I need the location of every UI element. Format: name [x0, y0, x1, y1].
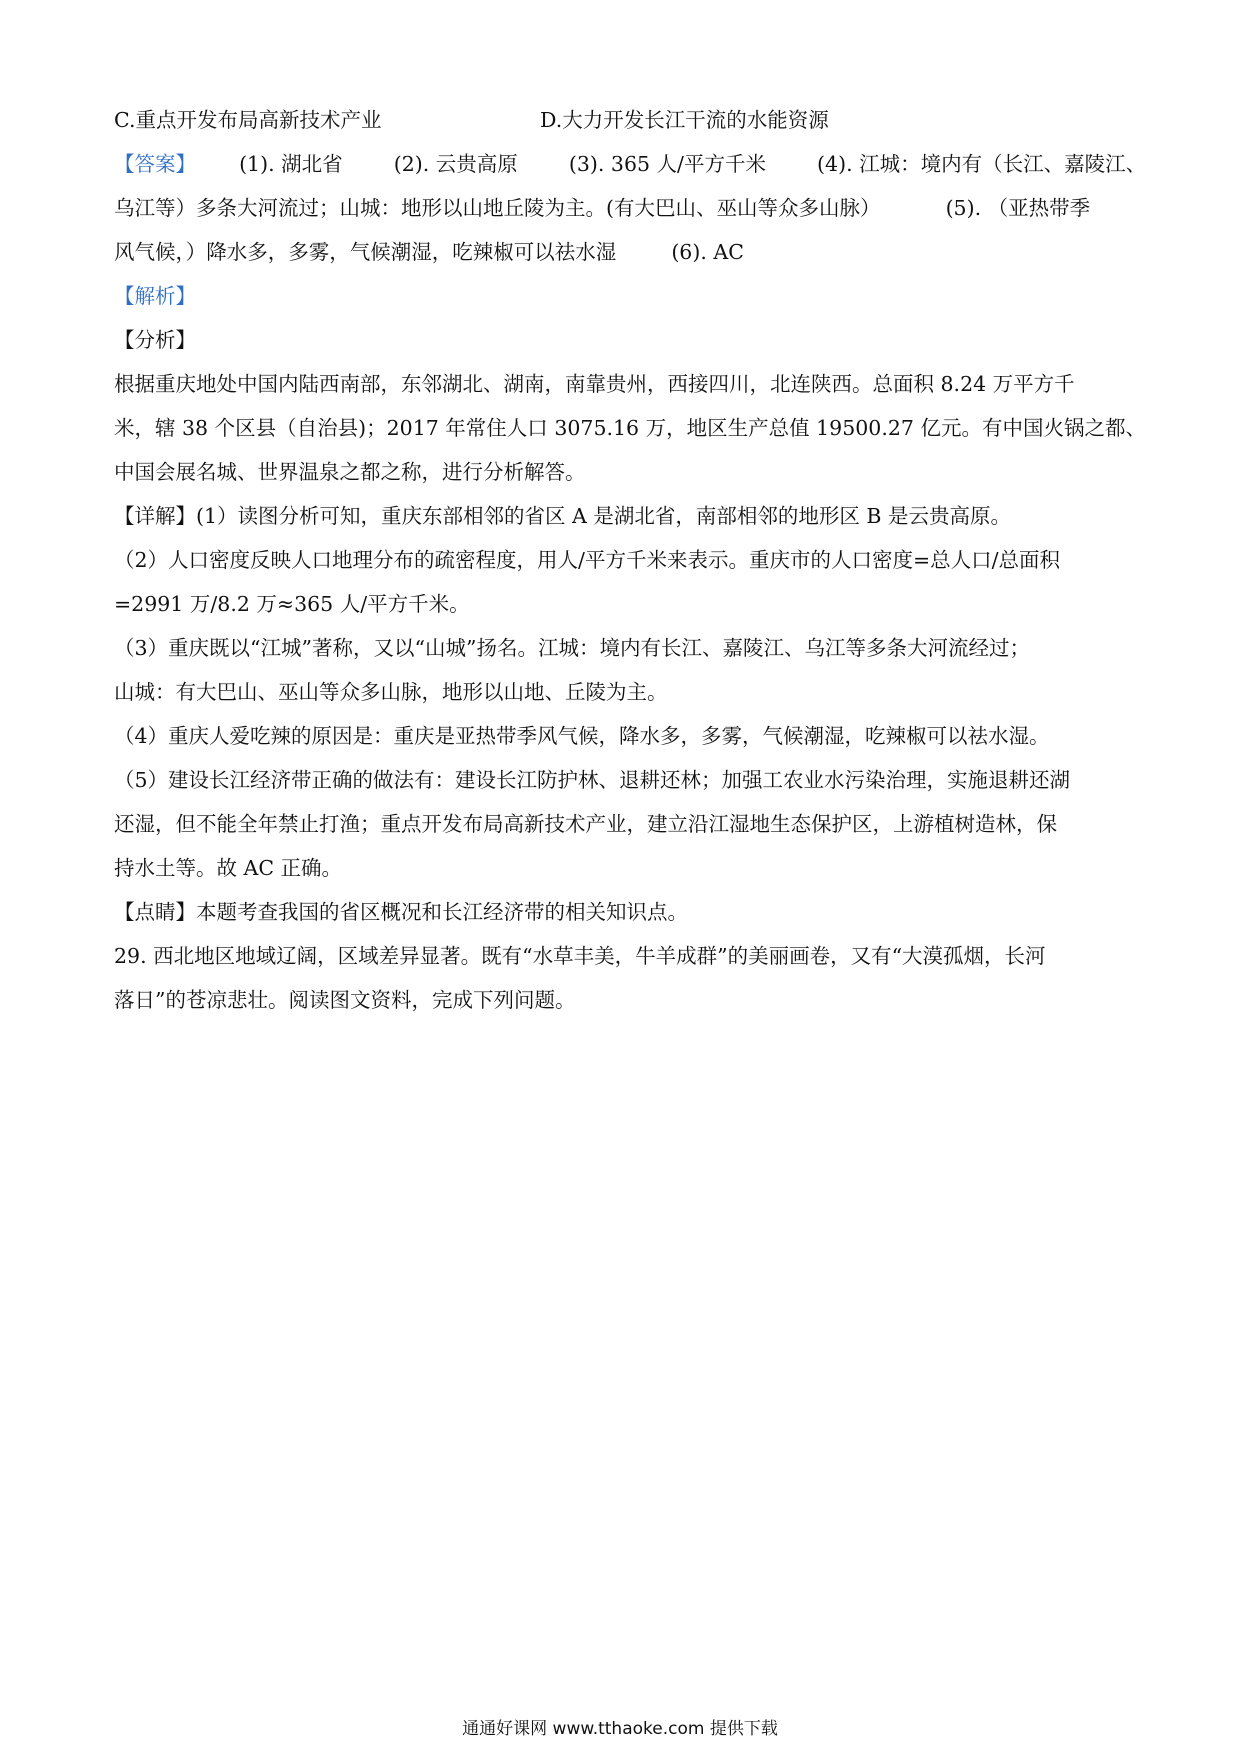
answer-line-2: [114, 194, 1134, 222]
option-d: D.大力开发长江干流的水能资源: [540, 108, 829, 132]
answer-line-2-text: 乌江等）多条大河流过；山城：地形以山地丘陵为主。(有大巴山、巫山等众多山脉）: [114, 196, 881, 220]
key-point-line: 【点睛】本题考查我国的省区概况和长江经济带的相关知识点。: [114, 900, 688, 924]
analysis-line: 中国会展名城、世界温泉之都之称，进行分析解答。: [114, 460, 586, 484]
detail-line: 持水土等。故 AC 正确。: [114, 856, 343, 880]
detail-line: （3）重庆既以“江城”著称，又以“山城”扬名。江城：境内有长江、嘉陵江、乌江等多条大河流经过；: [114, 636, 1030, 660]
analysis-sub-tag: 【分析】: [114, 328, 196, 352]
detail-line: 还湿，但不能全年禁止打渔；重点开发布局高新技术产业，建立沿江湿地生态保护区，上游植树造林，保: [114, 812, 1057, 836]
answer-item-2: (2). 云贵高原: [393, 152, 518, 176]
detail-line: 【详解】(1）读图分析可知，重庆东部相邻的省区 A 是湖北省，南部相邻的地形区 B 是云贵高原。: [114, 504, 1011, 528]
analysis-line: 根据重庆地处中国内陆西南部，东邻湖北、湖南，南靠贵州，西接四川，北连陕西。总面积 8.24 万平方千: [114, 372, 1075, 396]
answer-tag: 【答案】: [114, 152, 196, 176]
answer-item-5: (5). （亚热带季: [945, 196, 1091, 220]
answer-item-4: (4). 江城：境内有（长江、嘉陵江、: [817, 152, 1147, 176]
question-29-line: 29. 西北地区地域辽阔，区域差异显著。既有“水草丰美，牛羊成群”的美丽画卷，又有“大漠孤烟，长河: [114, 944, 1046, 968]
footer-source: 通通好课网 www.tthaoke.com 提供下载: [462, 1719, 778, 1739]
detail-line: =2991 万/8.2 万≈365 人/平方千米。: [114, 592, 470, 616]
analysis-line: 米，辖 38 个区县（自治县)；2017 年常住人口 3075.16 万，地区生产总值 19500.27 亿元。有中国火锅之都、: [114, 416, 1146, 440]
answer-line-3: [114, 238, 1134, 266]
analysis-tag: 【解析】: [114, 284, 196, 308]
answer-item-6: (6). AC: [671, 240, 744, 264]
detail-line: （4）重庆人爱吃辣的原因是：重庆是亚热带季风气候，降水多，多雾，气候潮湿，吃辣椒可以祛水湿。: [114, 724, 1050, 748]
answer-item-3: (3). 365 人/平方千米: [568, 152, 766, 176]
question-29-line: 落日”的苍凉悲壮。阅读图文资料，完成下列问题。: [114, 988, 576, 1012]
detail-line: （2）人口密度反映人口地理分布的疏密程度，用人/平方千米来表示。重庆市的人口密度=总人口/总面积: [114, 548, 1061, 572]
detail-line: 山城：有大巴山、巫山等众多山脉，地形以山地、丘陵为主。: [114, 680, 668, 704]
detail-line: （5）建设长江经济带正确的做法有：建设长江防护林、退耕还林；加强工农业水污染治理，实施退耕还湖: [114, 768, 1071, 792]
option-c: C.重点开发布局高新技术产业: [114, 108, 382, 132]
answer-item-1: (1). 湖北省: [239, 152, 343, 176]
answer-line-1: [114, 150, 1147, 178]
answer-line-3-text: 风气候，）降水多，多雾，气候潮湿，吃辣椒可以祛水湿: [114, 240, 617, 264]
